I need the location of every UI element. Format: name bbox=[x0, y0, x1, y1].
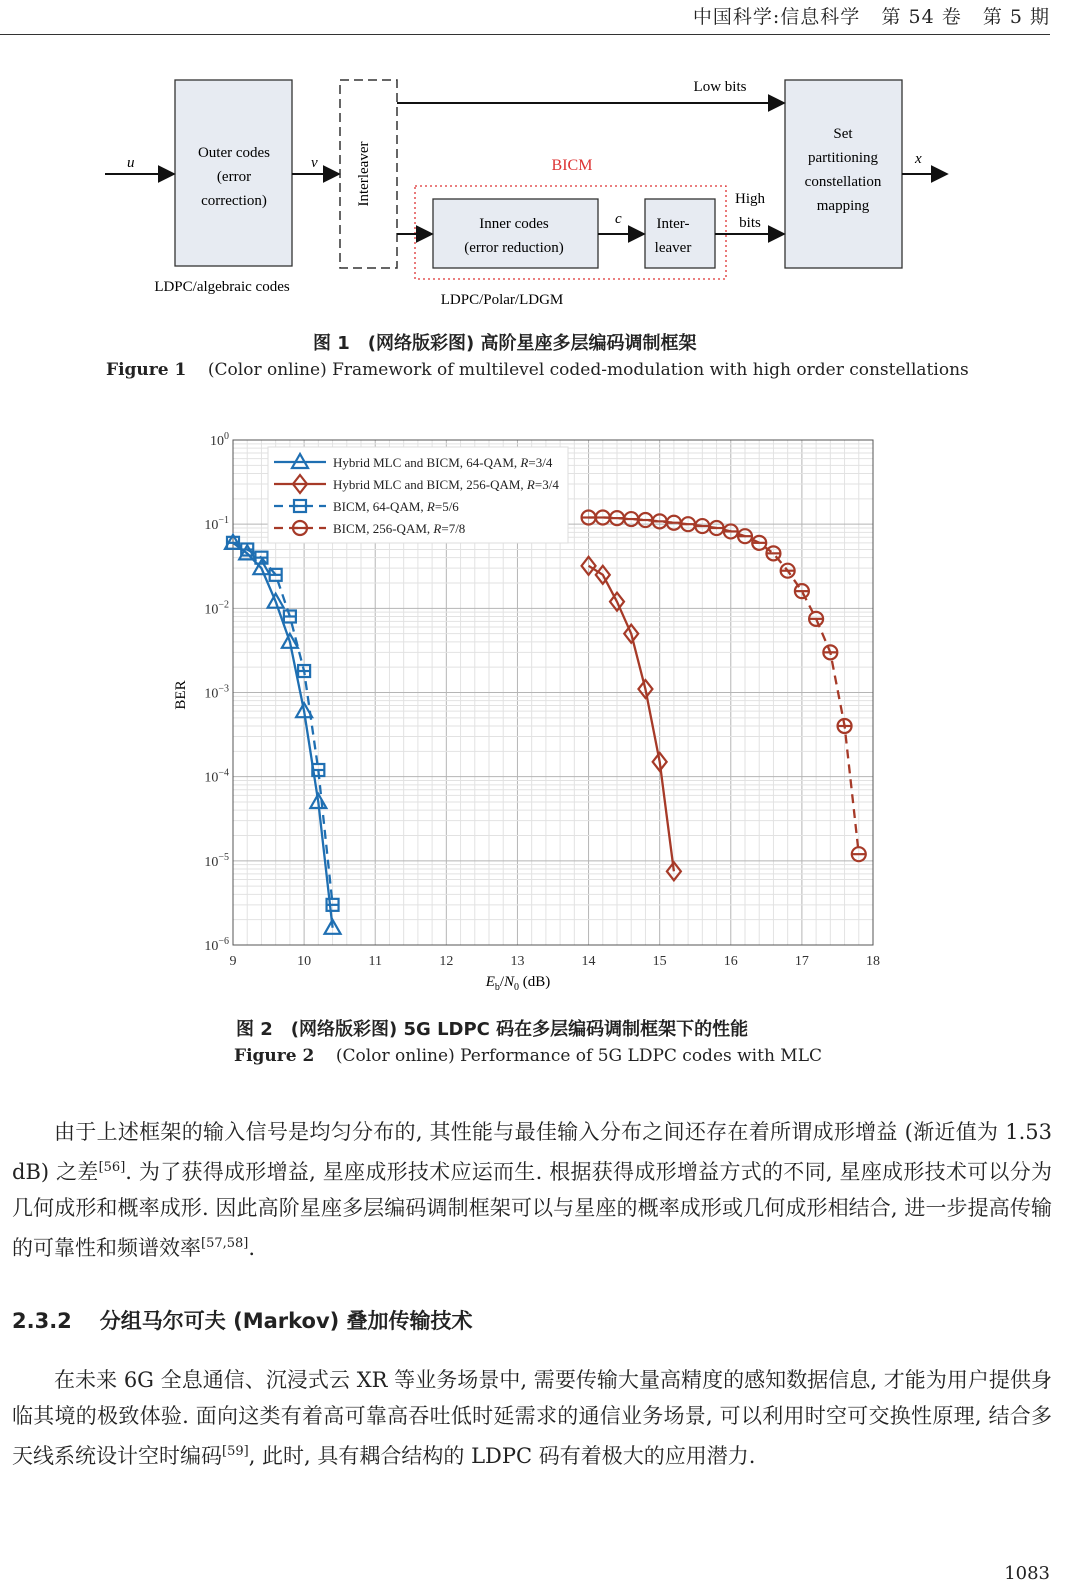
figure1-caption-zh: 图 1 (网络版彩图) 高阶星座多层编码调制框架 bbox=[313, 333, 697, 354]
output-x-label: x bbox=[915, 151, 922, 167]
inner-interleaver-block bbox=[645, 199, 715, 268]
mapping-line3: constellation bbox=[804, 174, 882, 190]
outer-codes-line3: correction) bbox=[201, 193, 267, 209]
citation-59[interactable]: [59] bbox=[222, 1444, 249, 1459]
citation-57-58[interactable]: [57,58] bbox=[201, 1236, 249, 1251]
figure2-caption-en bbox=[234, 1046, 822, 1066]
para1-text-b: . 为了获得成形增益, 星座成形技术应运而生. 根据获得成形增益方式的不同, 星座成形技术可以分为几何成形和概率成形. 因此高阶星座多层编码调制框架可以与星座的概率成形或几何成形相结合, 进一步提高传输的可靠性和频谱效率 bbox=[12, 1160, 1052, 1260]
y-tick-label: $10^0$ bbox=[210, 431, 229, 449]
input-v-label: v bbox=[311, 155, 318, 171]
y-tick-label: $10^{-1}$ bbox=[204, 515, 229, 534]
x-tick-label: 12 bbox=[439, 954, 454, 969]
y-tick-label: $10^{-6}$ bbox=[204, 936, 229, 954]
volume: 第 54 卷 bbox=[881, 6, 962, 28]
figure1-diagram bbox=[0, 60, 1080, 320]
mapping-line1: Set bbox=[833, 126, 853, 142]
para1-text-a: 由于上述框架的输入信号是均匀分布的, 其性能与最佳输入分布之间还存在着所谓成形增益 (渐近值为 1.53 dB) 之差 bbox=[12, 1120, 1052, 1184]
bicm-label: BICM bbox=[551, 157, 593, 174]
outer-codes-line2: (error bbox=[216, 169, 252, 185]
x-tick-label: 16 bbox=[723, 954, 738, 969]
y-tick-label: $10^{-3}$ bbox=[204, 683, 229, 702]
x-tick-label: 15 bbox=[652, 954, 667, 969]
mapping-line4: mapping bbox=[816, 198, 870, 214]
figure1-caption-en bbox=[106, 360, 969, 380]
figure2-caption-text: (Color online) Performance of 5G LDPC codes with MLC bbox=[335, 1046, 823, 1066]
chart-legend bbox=[268, 447, 568, 543]
figure1-caption-text: (Color online) Framework of multilevel coded-modulation with high order constellations bbox=[207, 360, 969, 380]
low-bits-label: Low bits bbox=[693, 79, 747, 95]
input-u-label: u bbox=[127, 155, 135, 171]
inner-code-family: LDPC/Polar/LDGM bbox=[440, 292, 564, 308]
high-bits-line1: High bbox=[735, 191, 765, 207]
x-tick-label: 9 bbox=[229, 954, 237, 969]
y-tick-label: $10^{-5}$ bbox=[204, 851, 229, 870]
inner-codes-block bbox=[433, 199, 598, 268]
legend-entry: Hybrid MLC and BICM, 256-QAM, R=3/4 bbox=[333, 477, 559, 492]
x-tick-label: 14 bbox=[581, 954, 596, 969]
figure1-label: Figure 1 bbox=[106, 360, 187, 380]
y-tick-label: $10^{-4}$ bbox=[204, 767, 229, 786]
x-tick-label: 17 bbox=[794, 954, 809, 969]
series-line-3 bbox=[233, 543, 333, 905]
journal-name: 中国科学:信息科学 bbox=[692, 6, 861, 28]
inner-interleaver-line2: leaver bbox=[654, 240, 692, 256]
para2-text-b: , 此时, 具有耦合结构的 LDPC 码有着极大的应用潜力. bbox=[248, 1444, 756, 1468]
page-number: 1083 bbox=[1004, 1563, 1050, 1584]
figure2-caption-zh: 图 2 (网络版彩图) 5G LDPC 码在多层编码调制框架下的性能 bbox=[236, 1019, 749, 1040]
y-tick-label: $10^{-2}$ bbox=[204, 599, 229, 618]
paragraph-2 bbox=[12, 1362, 1052, 1474]
legend-entry: BICM, 64-QAM, R=5/6 bbox=[333, 499, 459, 514]
series-4 bbox=[582, 511, 866, 862]
inner-c-label: c bbox=[615, 211, 622, 227]
interleaver-label: Interleaver bbox=[356, 141, 372, 207]
inner-codes-line2: (error reduction) bbox=[464, 240, 564, 256]
mapping-line2: partitioning bbox=[808, 150, 878, 166]
inner-codes-line1: Inner codes bbox=[479, 216, 549, 232]
section-number: 2.3.2 bbox=[12, 1309, 72, 1333]
issue: 第 5 期 bbox=[982, 6, 1050, 28]
section-heading bbox=[12, 1305, 473, 1335]
x-tick-label: 13 bbox=[510, 954, 525, 969]
inner-interleaver-line1: Inter- bbox=[656, 216, 690, 232]
paragraph-1 bbox=[12, 1114, 1052, 1266]
legend-entry: BICM, 256-QAM, R=7/8 bbox=[333, 521, 466, 536]
para1-text-c: . bbox=[248, 1236, 256, 1260]
x-axis-label: $E_b/N_0$ (dB) bbox=[485, 974, 551, 993]
series-line-1 bbox=[233, 543, 333, 928]
y-axis-label: BER bbox=[173, 680, 189, 710]
series-3 bbox=[227, 537, 339, 911]
outer-code-family: LDPC/algebraic codes bbox=[154, 279, 290, 295]
header-text bbox=[693, 2, 1050, 29]
high-bits-line2: bits bbox=[739, 215, 761, 231]
x-tick-label: 11 bbox=[368, 954, 382, 969]
x-tick-label: 10 bbox=[297, 954, 312, 969]
x-tick-label: 18 bbox=[866, 954, 880, 969]
para2-text-a: 在未来 6G 全息通信、沉浸式云 XR 等业务场景中, 需要传输大量高精度的感知数据信息, 才能为用户提供身临其境的极致体验. 面向这类有着高可靠高吞吐低时延需求的通信业务场景, 可以利用时空可交换性原理, 结合多天线系统设计空时编码 bbox=[12, 1368, 1052, 1468]
figure2-label: Figure 2 bbox=[234, 1046, 315, 1066]
outer-codes-line1: Outer codes bbox=[197, 145, 271, 161]
section-title: 分组马尔可夫 (Markov) 叠加传输技术 bbox=[99, 1309, 473, 1333]
running-header bbox=[0, 0, 1050, 35]
legend-entry: Hybrid MLC and BICM, 64-QAM, R=3/4 bbox=[333, 455, 553, 470]
citation-56[interactable]: [56] bbox=[98, 1160, 126, 1175]
ber-chart bbox=[150, 425, 910, 995]
